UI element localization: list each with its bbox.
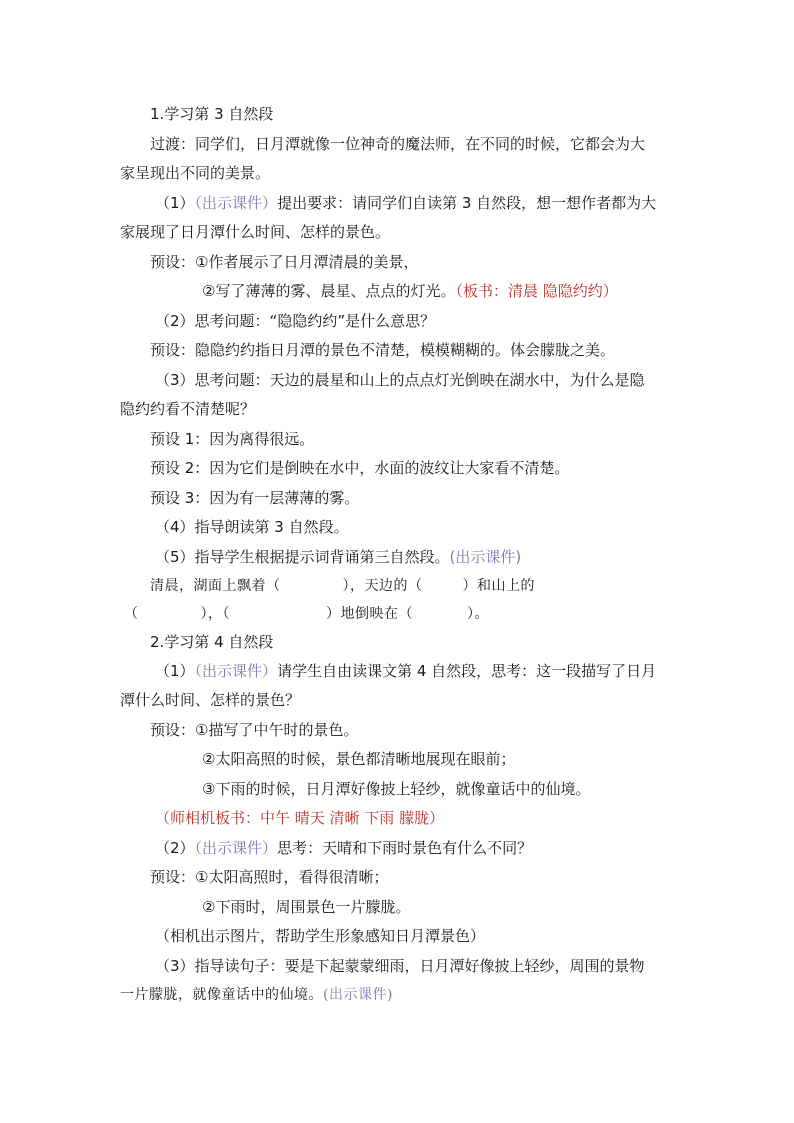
section1-heading <box>150 104 273 124</box>
s1-step5 <box>155 547 521 567</box>
fill-text: （ <box>124 606 139 622</box>
s1-step2-preset-text: 预设：隐隐约约指日月潭的景色不清楚，模模糊糊的。体会朦胧之美。 <box>150 341 616 359</box>
s1-step2-text: （2）思考问题：“隐隐约约”是什么意思？ <box>155 312 436 330</box>
s1-preset-a-text: 预设 1：因为离得很远。 <box>150 430 315 448</box>
fill-text: ），（ <box>200 606 230 622</box>
s2-step2-preset-2-text: ②下雨时，周围景色一片朦胧。 <box>202 898 411 916</box>
fill-blank-line-2 <box>124 604 489 624</box>
s2-note-text: （相机出示图片，帮助学生形象感知日月潭景色） <box>155 927 486 945</box>
section2-heading <box>150 632 273 652</box>
s1-preset-c <box>150 488 359 508</box>
s1-step4 <box>155 517 349 537</box>
s1-preset-b-text: 预设 2：因为它们是倒映在水中，水面的波纹让大家看不清楚。 <box>150 459 570 477</box>
s2-step3-line-2 <box>120 985 393 1005</box>
courseware-tag: （出示课件） <box>194 839 278 857</box>
s1-step3-text-1: （3）思考问题：天边的晨星和山上的点点灯光倒映在湖水中，为什么是隐 <box>155 371 645 389</box>
fill-text: ），天边的（ <box>342 578 423 594</box>
s1-preset-1 <box>150 252 418 272</box>
s1-step2 <box>155 311 435 331</box>
s2-step2-preset-2 <box>202 897 410 917</box>
courseware-tag: (出示课件) <box>323 987 393 1003</box>
s2-step3-text-2: 一片朦胧，就像童话中的仙境。 <box>120 987 323 1003</box>
s2-step1-num: （1） <box>155 662 195 680</box>
s1-preset-2-text: ②写了薄薄的雾、晨星、点点的灯光。 <box>202 282 456 300</box>
courseware-tag: （出示课件） <box>194 194 278 212</box>
courseware-tag: （出示课件） <box>194 662 278 680</box>
transition-line-2 <box>120 163 270 183</box>
s1-step1-num: （1） <box>155 194 195 212</box>
s1-preset-a <box>150 429 314 449</box>
s2-step3-line-1 <box>155 956 645 976</box>
s2-step1-line-1 <box>155 661 656 681</box>
s1-step5-text: （5）指导学生根据提示词背诵第三自然段。 <box>155 548 450 566</box>
s2-step2 <box>155 838 532 858</box>
section1-heading-text: 1.学习第 3 自然段 <box>150 105 274 123</box>
s2-step1-text-b: 潭什么时间、怎样的景色？ <box>120 691 301 709</box>
s1-preset-c-text: 预设 3：因为有一层薄薄的雾。 <box>150 489 360 507</box>
s1-step1-text-b: 家展现了日月潭什么时间、怎样的景色。 <box>120 223 391 241</box>
fill-text: ）地倒映在（ <box>326 606 413 622</box>
s2-step2-preset-1-text: 预设：①太阳高照时，看得很清晰； <box>150 868 389 886</box>
s2-step3-text-1: （3）指导读句子：要是下起蒙蒙细雨，日月潭好像披上轻纱，周围的景物 <box>155 957 645 975</box>
section2-heading-text: 2.学习第 4 自然段 <box>150 633 274 651</box>
s2-preset-3-text: ③下雨的时候，日月潭好像披上轻纱，就像童话中的仙境。 <box>202 780 591 798</box>
s2-preset-3 <box>202 779 590 799</box>
s2-step2-num: （2） <box>155 839 195 857</box>
s1-step1-text-a: 提出要求：请同学们自读第 3 自然段，想一想作者都为大 <box>277 194 657 212</box>
s2-step1-line-2 <box>120 690 300 710</box>
s1-step2-preset <box>150 340 615 360</box>
s1-step1-line-1 <box>155 193 656 213</box>
s1-step1-line-2 <box>120 222 390 242</box>
board-note: （板书：清晨 隐隐约约） <box>455 282 618 300</box>
s2-preset-1 <box>150 720 358 740</box>
s2-note <box>155 926 485 946</box>
s2-step1-text-a: 请学生自由读课文第 4 自然段，思考：这一段描写了日月 <box>277 662 657 680</box>
s2-board-note <box>155 808 444 828</box>
board-note: （师相机板书：中午 晴天 清晰 下雨 朦胧） <box>155 809 445 827</box>
s2-preset-2 <box>202 749 515 769</box>
fill-text: 清晨，湖面上飘着（ <box>150 578 281 594</box>
s1-step3-line-1 <box>155 370 645 390</box>
s1-step4-text: （4）指导朗读第 3 自然段。 <box>155 518 349 536</box>
transition-line-1 <box>150 134 645 154</box>
s1-preset-2 <box>202 281 618 301</box>
fill-text: ）。 <box>467 606 489 622</box>
transition-text-1: 过渡：同学们，日月潭就像一位神奇的魔法师，在不同的时候，它都会为大 <box>150 135 646 153</box>
s1-preset-1-text: 预设：①作者展示了日月潭清晨的美景， <box>150 253 419 271</box>
s1-preset-b <box>150 458 569 478</box>
fill-blank-line-1 <box>150 576 535 596</box>
courseware-tag: (出示课件) <box>449 548 522 566</box>
transition-text-2: 家呈现出不同的美景。 <box>120 164 271 182</box>
fill-text: ）和山上的 <box>462 578 535 594</box>
s2-preset-1-text: 预设：①描写了中午时的景色。 <box>150 721 359 739</box>
s2-preset-2-text: ②太阳高照的时候，景色都清晰地展现在眼前； <box>202 750 516 768</box>
s1-step3-text-2: 隐约约看不清楚呢？ <box>120 400 256 418</box>
s2-step2-preset-1 <box>150 867 388 887</box>
s1-step3-line-2 <box>120 399 255 419</box>
s2-step2-text: 思考：天晴和下雨时景色有什么不同？ <box>277 839 533 857</box>
